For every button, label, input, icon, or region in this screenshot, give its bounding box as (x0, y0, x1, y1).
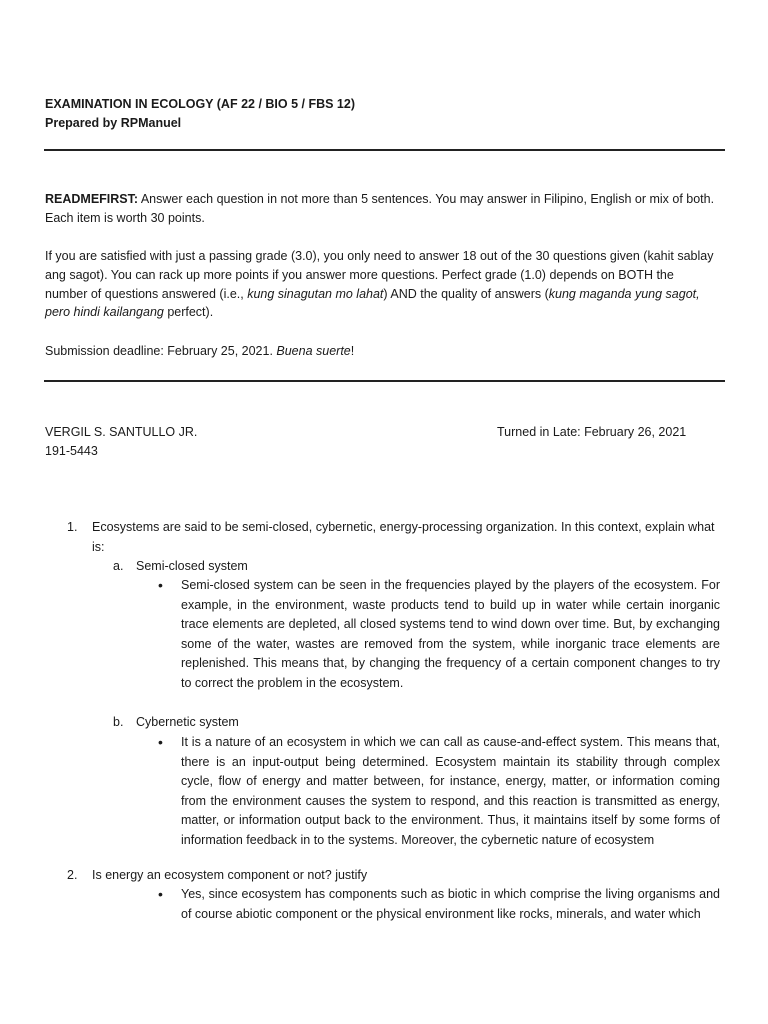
grading-text-1: If you are satisfied with just a passing grade (3.0), you only need to answer 18 out of the 30 questions given (kahit sablay ang sagot). You can rack up more points if you answer more questions. Perfect grade (1.0) depends on BOTH the number of questions answered (i.e., (45, 249, 714, 301)
grading-italic-2: kung maganda yung sagot, pero hindi kailangang (45, 286, 700, 320)
prepared-by: Prepared by RPManuel (45, 116, 182, 130)
bullet-icon: • (158, 886, 163, 902)
readme-label: READMEFIRST: (45, 192, 139, 206)
answer-text: Yes, since ecosystem has components such as biotic in which comprise the living organisms and of course abiotic component or the physical environment like rocks, minerals, and water which (181, 887, 720, 921)
deadline-paragraph (45, 342, 717, 361)
subitem-label: Semi-closed system (136, 559, 248, 573)
submission-status: Turned in Late: February 26, 2021 (497, 425, 687, 439)
answer-text: Semi-closed system can be seen in the frequencies played by the players of the ecosystem. For example, in the environment, waste products tend to build up in water while certain inorganic trace elements are depleted, all closed systems tend to wind down over time. But, by exchanging some of the water, wastes are removed from the system, while inorganic trace elements are replenished. This means that, by changing the frequency of a certain component changes to try to correct the problem in the ecosystem. (181, 578, 720, 690)
deadline-text: Submission deadline: February 25, 2021. (45, 344, 277, 358)
exam-title: EXAMINATION IN ECOLOGY (AF 22 / BIO 5 / FBS 12) (45, 97, 355, 111)
subitem-letter: b. (113, 715, 124, 729)
divider-bottom (44, 380, 725, 382)
subitem-letter: a. (113, 559, 124, 573)
student-info (45, 423, 197, 460)
question-text: Is energy an ecosystem component or not? justify (92, 868, 368, 882)
bullet-icon: • (158, 734, 163, 750)
answer-text: It is a nature of an ecosystem in which we can call as cause-and-effect system. This means that, there is an input-output being determined. Ecosystem maintain its stability through complex cycle, flow of energy and matter between, for instance, energy, matter, or information coming from the environment causes the system to respond, and this reaction is transmitted as energy, matter, or information output back to the environment. Thus, it maintains itself by some forms of information feedback in to the systems. Moreover, the cybernetic nature of ecosystem (181, 735, 720, 847)
student-id: 191-5443 (45, 443, 98, 458)
readme-paragraph (45, 190, 717, 228)
grading-paragraph (45, 247, 717, 322)
divider-top (44, 149, 725, 151)
question-number: 2. (67, 868, 78, 882)
bullet-icon: • (158, 577, 163, 593)
student-name: VERGIL S. SANTULLO JR. (45, 425, 198, 439)
question-text: Ecosystems are said to be semi-closed, cybernetic, energy-processing organization. In this context, explain what is: (92, 520, 715, 554)
deadline-italic: Buena suerte (276, 344, 351, 358)
question-number: 1. (67, 520, 78, 534)
subitem-label: Cybernetic system (136, 715, 239, 729)
readme-text: Answer each question in not more than 5 sentences. You may answer in Filipino, English or mix of both. Each item is worth 30 points. (45, 192, 715, 225)
document-header (45, 95, 355, 133)
grading-italic-1: kung sinagutan mo lahat (247, 286, 384, 301)
grading-text-3: perfect). (163, 305, 214, 320)
grading-text-2: ) AND the quality of answers ( (383, 286, 549, 301)
deadline-end: ! (350, 344, 355, 358)
